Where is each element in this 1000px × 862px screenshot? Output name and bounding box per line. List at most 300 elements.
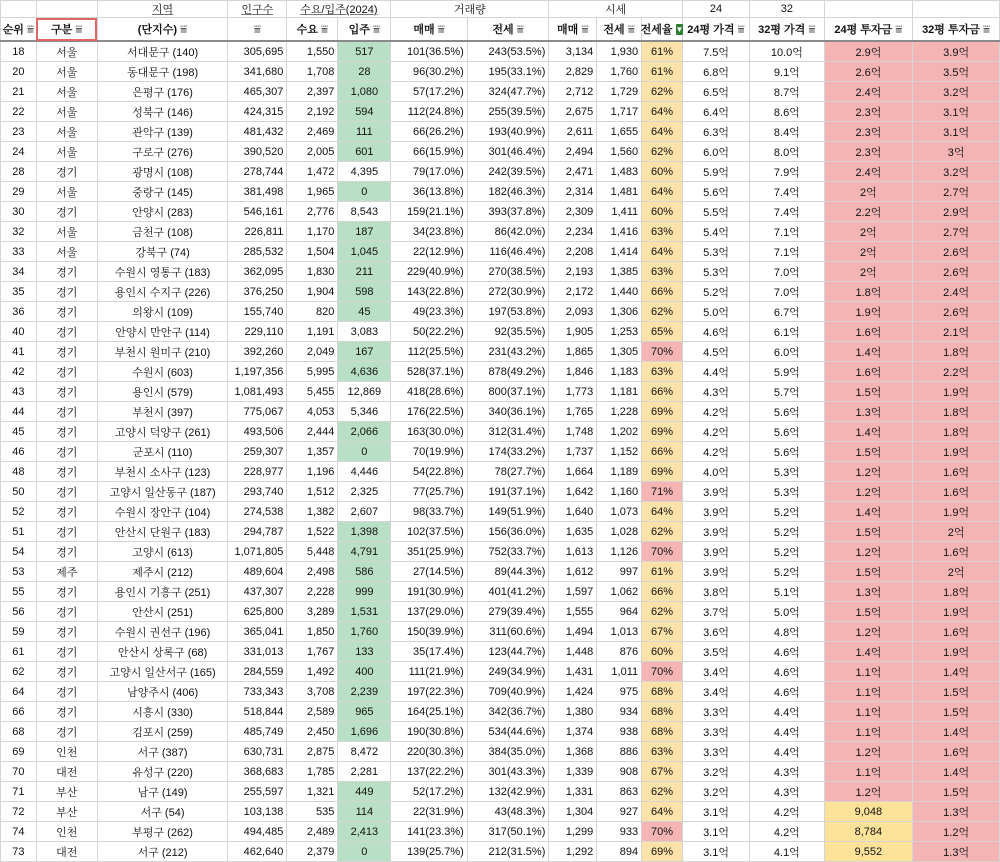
header-supply[interactable]: 입주 ⩸ xyxy=(338,18,391,42)
header-rank[interactable]: 순위 ⩸ xyxy=(1,18,37,42)
price32-cell[interactable]: 7.4억 xyxy=(750,202,824,222)
invest32-cell[interactable]: 1.6억 xyxy=(913,742,1000,762)
price32-cell[interactable]: 7.4억 xyxy=(750,182,824,202)
price32-cell[interactable]: 5.9억 xyxy=(750,362,824,382)
demand-cell[interactable]: 5,448 xyxy=(287,542,338,562)
category-cell[interactable]: 경기 xyxy=(36,262,97,282)
price24-cell[interactable]: 5.6억 xyxy=(682,182,749,202)
population-cell[interactable]: 424,315 xyxy=(228,102,287,122)
jeonse-volume-cell[interactable]: 342(36.7%) xyxy=(467,702,549,722)
sale-volume-cell[interactable]: 190(30.8%) xyxy=(391,722,467,742)
category-cell[interactable]: 서울 xyxy=(36,122,97,142)
category-cell[interactable]: 경기 xyxy=(36,202,97,222)
invest24-cell[interactable]: 1.5억 xyxy=(824,382,913,402)
header-jeonse-volume[interactable]: 전세 ⩸ xyxy=(467,18,549,42)
price-sale-cell[interactable]: 1,494 xyxy=(549,622,597,642)
supply-cell[interactable]: 1,696 xyxy=(338,722,391,742)
price-sale-cell[interactable]: 2,208 xyxy=(549,242,597,262)
invest32-cell[interactable]: 2억 xyxy=(913,562,1000,582)
price-jeonse-cell[interactable]: 997 xyxy=(597,562,642,582)
invest32-cell[interactable]: 3.2억 xyxy=(913,82,1000,102)
invest24-cell[interactable]: 1.2억 xyxy=(824,482,913,502)
invest24-cell[interactable]: 1.4억 xyxy=(824,422,913,442)
sale-volume-cell[interactable]: 139(25.7%) xyxy=(391,842,467,862)
jeonse-ratio-cell[interactable]: 63% xyxy=(642,742,683,762)
filter-dropdown-icon[interactable]: ⩸ xyxy=(581,22,589,36)
rank-cell[interactable]: 28 xyxy=(1,162,37,182)
demand-cell[interactable]: 2,489 xyxy=(287,822,338,842)
invest32-cell[interactable]: 1.4억 xyxy=(913,722,1000,742)
demand-cell[interactable]: 2,589 xyxy=(287,702,338,722)
region-cell[interactable]: 부천시 원미구 (210) xyxy=(97,342,227,362)
supply-cell[interactable]: 4,446 xyxy=(338,462,391,482)
demand-cell[interactable]: 1,904 xyxy=(287,282,338,302)
category-cell[interactable]: 서울 xyxy=(36,62,97,82)
category-cell[interactable]: 경기 xyxy=(36,322,97,342)
demand-cell[interactable]: 2,049 xyxy=(287,342,338,362)
invest32-cell[interactable]: 2.9억 xyxy=(913,202,1000,222)
population-cell[interactable]: 103,138 xyxy=(228,802,287,822)
price-sale-cell[interactable]: 1,374 xyxy=(549,722,597,742)
filter-dropdown-icon[interactable]: ⩸ xyxy=(516,22,524,36)
price24-cell[interactable]: 4.2억 xyxy=(682,422,749,442)
filter-dropdown-icon[interactable]: ⩸ xyxy=(320,22,329,36)
jeonse-ratio-cell[interactable]: 63% xyxy=(642,262,683,282)
price32-cell[interactable]: 6.0억 xyxy=(750,342,824,362)
demand-cell[interactable]: 2,469 xyxy=(287,122,338,142)
jeonse-volume-cell[interactable]: 193(40.9%) xyxy=(467,122,549,142)
price-sale-cell[interactable]: 1,597 xyxy=(549,582,597,602)
price-sale-cell[interactable]: 2,193 xyxy=(549,262,597,282)
population-cell[interactable]: 229,110 xyxy=(228,322,287,342)
header-price-sale[interactable]: 매매 ⩸ xyxy=(549,18,597,42)
region-cell[interactable]: 김포시 (259) xyxy=(97,722,227,742)
jeonse-volume-cell[interactable]: 878(49.2%) xyxy=(467,362,549,382)
sale-volume-cell[interactable]: 528(37.1%) xyxy=(391,362,467,382)
invest32-cell[interactable]: 1.9억 xyxy=(913,442,1000,462)
supply-cell[interactable]: 2,413 xyxy=(338,822,391,842)
supply-cell[interactable]: 999 xyxy=(338,582,391,602)
demand-cell[interactable]: 3,289 xyxy=(287,602,338,622)
population-cell[interactable]: 518,844 xyxy=(228,702,287,722)
region-cell[interactable]: 구로구 (276) xyxy=(97,142,227,162)
price-jeonse-cell[interactable]: 1,228 xyxy=(597,402,642,422)
supply-cell[interactable]: 8,543 xyxy=(338,202,391,222)
population-cell[interactable]: 1,081,493 xyxy=(228,382,287,402)
jeonse-volume-cell[interactable]: 92(35.5%) xyxy=(467,322,549,342)
invest32-cell[interactable]: 2.1억 xyxy=(913,322,1000,342)
sale-volume-cell[interactable]: 36(13.8%) xyxy=(391,182,467,202)
category-cell[interactable]: 경기 xyxy=(36,462,97,482)
population-cell[interactable]: 274,538 xyxy=(228,502,287,522)
price24-cell[interactable]: 3.6억 xyxy=(682,622,749,642)
population-cell[interactable]: 462,640 xyxy=(228,842,287,862)
demand-cell[interactable]: 535 xyxy=(287,802,338,822)
invest24-cell[interactable]: 1.8억 xyxy=(824,282,913,302)
invest32-cell[interactable]: 1.5억 xyxy=(913,782,1000,802)
sale-volume-cell[interactable]: 418(28.6%) xyxy=(391,382,467,402)
demand-cell[interactable]: 1,191 xyxy=(287,322,338,342)
price-sale-cell[interactable]: 2,611 xyxy=(549,122,597,142)
rank-cell[interactable]: 29 xyxy=(1,182,37,202)
price32-cell[interactable]: 5.0억 xyxy=(750,602,824,622)
invest32-cell[interactable]: 1.5억 xyxy=(913,682,1000,702)
jeonse-ratio-cell[interactable]: 67% xyxy=(642,762,683,782)
category-cell[interactable]: 경기 xyxy=(36,422,97,442)
invest24-cell[interactable]: 1.1억 xyxy=(824,682,913,702)
price24-cell[interactable]: 3.9억 xyxy=(682,482,749,502)
invest24-cell[interactable]: 1.6억 xyxy=(824,362,913,382)
region-cell[interactable]: 관악구 (139) xyxy=(97,122,227,142)
population-cell[interactable]: 259,307 xyxy=(228,442,287,462)
demand-cell[interactable]: 1,196 xyxy=(287,462,338,482)
price-sale-cell[interactable]: 1,865 xyxy=(549,342,597,362)
price-sale-cell[interactable]: 2,712 xyxy=(549,82,597,102)
price-jeonse-cell[interactable]: 1,560 xyxy=(597,142,642,162)
supply-cell[interactable]: 1,080 xyxy=(338,82,391,102)
region-cell[interactable]: 광명시 (108) xyxy=(97,162,227,182)
filter-dropdown-icon[interactable]: ⩸ xyxy=(372,22,381,36)
jeonse-ratio-cell[interactable]: 60% xyxy=(642,162,683,182)
category-cell[interactable]: 서울 xyxy=(36,142,97,162)
invest24-cell[interactable]: 1.9억 xyxy=(824,302,913,322)
region-cell[interactable]: 수원시 권선구 (196) xyxy=(97,622,227,642)
demand-cell[interactable]: 1,767 xyxy=(287,642,338,662)
sale-volume-cell[interactable]: 66(26.2%) xyxy=(391,122,467,142)
price24-cell[interactable]: 5.3억 xyxy=(682,262,749,282)
price32-cell[interactable]: 4.6억 xyxy=(750,642,824,662)
header-complex-count[interactable]: (단지수) ⩸ xyxy=(97,18,227,42)
rank-cell[interactable]: 72 xyxy=(1,802,37,822)
jeonse-ratio-cell[interactable]: 64% xyxy=(642,182,683,202)
jeonse-ratio-cell[interactable]: 64% xyxy=(642,242,683,262)
invest32-cell[interactable]: 1.8억 xyxy=(913,422,1000,442)
sale-volume-cell[interactable]: 35(17.4%) xyxy=(391,642,467,662)
sale-volume-cell[interactable]: 52(17.2%) xyxy=(391,782,467,802)
jeonse-volume-cell[interactable]: 86(42.0%) xyxy=(467,222,549,242)
filter-dropdown-icon[interactable]: ⩸ xyxy=(627,22,635,36)
region-cell[interactable]: 남구 (149) xyxy=(97,782,227,802)
jeonse-ratio-cell[interactable]: 60% xyxy=(642,202,683,222)
filter-dropdown-icon[interactable]: ⩸ xyxy=(26,22,35,36)
region-cell[interactable]: 안양시 만안구 (114) xyxy=(97,322,227,342)
price-jeonse-cell[interactable]: 1,189 xyxy=(597,462,642,482)
population-cell[interactable]: 485,749 xyxy=(228,722,287,742)
price24-cell[interactable]: 6.5억 xyxy=(682,82,749,102)
price32-cell[interactable]: 9.1억 xyxy=(750,62,824,82)
price32-cell[interactable]: 8.4억 xyxy=(750,122,824,142)
invest32-cell[interactable]: 3.2억 xyxy=(913,162,1000,182)
jeonse-volume-cell[interactable]: 116(46.4%) xyxy=(467,242,549,262)
jeonse-volume-cell[interactable]: 182(46.3%) xyxy=(467,182,549,202)
supply-cell[interactable]: 594 xyxy=(338,102,391,122)
rank-cell[interactable]: 55 xyxy=(1,582,37,602)
rank-cell[interactable]: 50 xyxy=(1,482,37,502)
supply-cell[interactable]: 187 xyxy=(338,222,391,242)
category-cell[interactable]: 경기 xyxy=(36,162,97,182)
rank-cell[interactable]: 69 xyxy=(1,742,37,762)
category-cell[interactable]: 경기 xyxy=(36,702,97,722)
category-cell[interactable]: 서울 xyxy=(36,242,97,262)
invest24-cell[interactable]: 1.3억 xyxy=(824,402,913,422)
sale-volume-cell[interactable]: 137(29.0%) xyxy=(391,602,467,622)
price-jeonse-cell[interactable]: 908 xyxy=(597,762,642,782)
invest24-cell[interactable]: 1.1억 xyxy=(824,722,913,742)
price32-cell[interactable]: 5.2억 xyxy=(750,562,824,582)
region-cell[interactable]: 서구 (54) xyxy=(97,802,227,822)
population-cell[interactable]: 630,731 xyxy=(228,742,287,762)
price-jeonse-cell[interactable]: 886 xyxy=(597,742,642,762)
price-sale-cell[interactable]: 3,134 xyxy=(549,41,597,62)
rank-cell[interactable]: 71 xyxy=(1,782,37,802)
region-cell[interactable]: 서구 (212) xyxy=(97,842,227,862)
price32-cell[interactable]: 4.4억 xyxy=(750,742,824,762)
price-jeonse-cell[interactable]: 1,160 xyxy=(597,482,642,502)
invest32-cell[interactable]: 1.4억 xyxy=(913,662,1000,682)
jeonse-ratio-cell[interactable]: 62% xyxy=(642,602,683,622)
jeonse-volume-cell[interactable]: 324(47.7%) xyxy=(467,82,549,102)
region-cell[interactable]: 강북구 (74) xyxy=(97,242,227,262)
price-sale-cell[interactable]: 2,675 xyxy=(549,102,597,122)
invest24-cell[interactable]: 2억 xyxy=(824,182,913,202)
supply-cell[interactable]: 449 xyxy=(338,782,391,802)
invest32-cell[interactable]: 1.8억 xyxy=(913,342,1000,362)
invest24-cell[interactable]: 2억 xyxy=(824,242,913,262)
demand-cell[interactable]: 1,170 xyxy=(287,222,338,242)
price-sale-cell[interactable]: 1,737 xyxy=(549,442,597,462)
price32-cell[interactable]: 6.7억 xyxy=(750,302,824,322)
invest32-cell[interactable]: 1.9억 xyxy=(913,502,1000,522)
region-cell[interactable]: 고양시 (613) xyxy=(97,542,227,562)
price-jeonse-cell[interactable]: 1,253 xyxy=(597,322,642,342)
supply-cell[interactable]: 0 xyxy=(338,182,391,202)
jeonse-ratio-cell[interactable]: 69% xyxy=(642,402,683,422)
population-cell[interactable]: 255,597 xyxy=(228,782,287,802)
price24-cell[interactable]: 4.6억 xyxy=(682,322,749,342)
price24-cell[interactable]: 3.9억 xyxy=(682,502,749,522)
population-cell[interactable]: 775,067 xyxy=(228,402,287,422)
header-invest24[interactable]: 24평 투자금 ⩸ xyxy=(824,18,913,42)
region-cell[interactable]: 은평구 (176) xyxy=(97,82,227,102)
price24-cell[interactable]: 4.2억 xyxy=(682,442,749,462)
price32-cell[interactable]: 5.2억 xyxy=(750,502,824,522)
invest24-cell[interactable]: 1.2억 xyxy=(824,742,913,762)
invest32-cell[interactable]: 1.4억 xyxy=(913,762,1000,782)
rank-cell[interactable]: 61 xyxy=(1,642,37,662)
jeonse-ratio-cell[interactable]: 66% xyxy=(642,382,683,402)
population-cell[interactable]: 489,604 xyxy=(228,562,287,582)
invest32-cell[interactable]: 2.2억 xyxy=(913,362,1000,382)
category-cell[interactable]: 경기 xyxy=(36,302,97,322)
demand-cell[interactable]: 4,053 xyxy=(287,402,338,422)
price-jeonse-cell[interactable]: 1,062 xyxy=(597,582,642,602)
sale-volume-cell[interactable]: 112(25.5%) xyxy=(391,342,467,362)
price-jeonse-cell[interactable]: 863 xyxy=(597,782,642,802)
invest32-cell[interactable]: 1.3억 xyxy=(913,802,1000,822)
header-price-jeonse[interactable]: 전세 ⩸ xyxy=(597,18,642,42)
price-jeonse-cell[interactable]: 934 xyxy=(597,702,642,722)
price32-cell[interactable]: 5.6억 xyxy=(750,422,824,442)
sale-volume-cell[interactable]: 111(21.9%) xyxy=(391,662,467,682)
rank-cell[interactable]: 68 xyxy=(1,722,37,742)
jeonse-ratio-cell[interactable]: 64% xyxy=(642,122,683,142)
price32-cell[interactable]: 4.2억 xyxy=(750,802,824,822)
sale-volume-cell[interactable]: 50(22.2%) xyxy=(391,322,467,342)
jeonse-ratio-cell[interactable]: 68% xyxy=(642,722,683,742)
jeonse-ratio-cell[interactable]: 70% xyxy=(642,342,683,362)
price24-cell[interactable]: 4.0억 xyxy=(682,462,749,482)
category-cell[interactable]: 경기 xyxy=(36,502,97,522)
filter-dropdown-icon[interactable]: ⩸ xyxy=(895,22,903,36)
region-cell[interactable]: 제주시 (212) xyxy=(97,562,227,582)
supply-cell[interactable]: 1,760 xyxy=(338,622,391,642)
jeonse-volume-cell[interactable]: 317(50.1%) xyxy=(467,822,549,842)
size32-header[interactable]: 32 xyxy=(750,1,824,18)
price-jeonse-cell[interactable]: 1,028 xyxy=(597,522,642,542)
jeonse-volume-cell[interactable]: 255(39.5%) xyxy=(467,102,549,122)
population-cell[interactable]: 331,013 xyxy=(228,642,287,662)
price-jeonse-cell[interactable]: 964 xyxy=(597,602,642,622)
sale-volume-cell[interactable]: 57(17.2%) xyxy=(391,82,467,102)
demand-cell[interactable]: 2,776 xyxy=(287,202,338,222)
demand-cell[interactable]: 1,504 xyxy=(287,242,338,262)
invest32-cell[interactable]: 2.6억 xyxy=(913,262,1000,282)
population-cell[interactable]: 494,485 xyxy=(228,822,287,842)
supply-cell[interactable]: 0 xyxy=(338,442,391,462)
demand-cell[interactable]: 1,472 xyxy=(287,162,338,182)
sale-volume-cell[interactable]: 159(21.1%) xyxy=(391,202,467,222)
jeonse-ratio-cell[interactable]: 67% xyxy=(642,622,683,642)
jeonse-ratio-cell[interactable]: 62% xyxy=(642,142,683,162)
jeonse-ratio-cell[interactable]: 62% xyxy=(642,302,683,322)
price-sale-cell[interactable]: 1,368 xyxy=(549,742,597,762)
rank-cell[interactable]: 41 xyxy=(1,342,37,362)
supply-cell[interactable]: 114 xyxy=(338,802,391,822)
invest24-cell[interactable]: 1.5억 xyxy=(824,522,913,542)
demand-cell[interactable]: 1,830 xyxy=(287,262,338,282)
price-jeonse-cell[interactable]: 1,385 xyxy=(597,262,642,282)
sale-volume-cell[interactable]: 220(30.3%) xyxy=(391,742,467,762)
invest24-cell[interactable]: 2억 xyxy=(824,262,913,282)
jeonse-ratio-cell[interactable]: 61% xyxy=(642,62,683,82)
jeonse-volume-cell[interactable]: 311(60.6%) xyxy=(467,622,549,642)
rank-cell[interactable]: 33 xyxy=(1,242,37,262)
sale-volume-cell[interactable]: 34(23.8%) xyxy=(391,222,467,242)
supply-cell[interactable]: 211 xyxy=(338,262,391,282)
supply-cell[interactable]: 2,281 xyxy=(338,762,391,782)
price-sale-cell[interactable]: 1,339 xyxy=(549,762,597,782)
jeonse-ratio-cell[interactable]: 66% xyxy=(642,442,683,462)
invest24-cell[interactable]: 2.3억 xyxy=(824,102,913,122)
supply-cell[interactable]: 4,791 xyxy=(338,542,391,562)
price-jeonse-cell[interactable]: 1,717 xyxy=(597,102,642,122)
category-cell[interactable]: 부산 xyxy=(36,782,97,802)
category-cell[interactable]: 경기 xyxy=(36,442,97,462)
price-jeonse-cell[interactable]: 1,073 xyxy=(597,502,642,522)
price24-cell[interactable]: 5.0억 xyxy=(682,302,749,322)
jeonse-ratio-cell[interactable]: 68% xyxy=(642,702,683,722)
region-cell[interactable]: 유성구 (220) xyxy=(97,762,227,782)
population-cell[interactable]: 365,041 xyxy=(228,622,287,642)
jeonse-ratio-cell[interactable]: 68% xyxy=(642,682,683,702)
population-cell[interactable]: 368,683 xyxy=(228,762,287,782)
category-cell[interactable]: 경기 xyxy=(36,522,97,542)
sale-volume-cell[interactable]: 150(39.9%) xyxy=(391,622,467,642)
region-cell[interactable]: 수원시 영통구 (183) xyxy=(97,262,227,282)
invest24-cell[interactable]: 9,048 xyxy=(824,802,913,822)
price-sale-cell[interactable]: 1,635 xyxy=(549,522,597,542)
supply-cell[interactable]: 1,045 xyxy=(338,242,391,262)
price-jeonse-cell[interactable]: 1,483 xyxy=(597,162,642,182)
price24-cell[interactable]: 3.3억 xyxy=(682,702,749,722)
demand-cell[interactable]: 5,995 xyxy=(287,362,338,382)
price32-cell[interactable]: 6.1억 xyxy=(750,322,824,342)
price-sale-cell[interactable]: 1,380 xyxy=(549,702,597,722)
price-sale-cell[interactable]: 1,555 xyxy=(549,602,597,622)
jeonse-volume-cell[interactable]: 43(48.3%) xyxy=(467,802,549,822)
price-jeonse-cell[interactable]: 894 xyxy=(597,842,642,862)
jeonse-volume-cell[interactable]: 89(44.3%) xyxy=(467,562,549,582)
supply-cell[interactable]: 2,239 xyxy=(338,682,391,702)
supply-cell[interactable]: 45 xyxy=(338,302,391,322)
supply-cell[interactable]: 28 xyxy=(338,62,391,82)
header-invest32[interactable]: 32평 투자금 ⩸ xyxy=(913,18,1000,42)
population-cell[interactable]: 285,532 xyxy=(228,242,287,262)
price-jeonse-cell[interactable]: 876 xyxy=(597,642,642,662)
demand-cell[interactable]: 2,005 xyxy=(287,142,338,162)
supply-cell[interactable]: 3,083 xyxy=(338,322,391,342)
invest24-cell[interactable]: 1.2억 xyxy=(824,462,913,482)
price-sale-cell[interactable]: 2,309 xyxy=(549,202,597,222)
supply-cell[interactable]: 601 xyxy=(338,142,391,162)
invest24-cell[interactable]: 2.2억 xyxy=(824,202,913,222)
price-sale-cell[interactable]: 1,299 xyxy=(549,822,597,842)
sale-volume-cell[interactable]: 66(15.9%) xyxy=(391,142,467,162)
category-cell[interactable]: 경기 xyxy=(36,602,97,622)
jeonse-volume-cell[interactable]: 384(35.0%) xyxy=(467,742,549,762)
price32-cell[interactable]: 7.1억 xyxy=(750,242,824,262)
price-sale-cell[interactable]: 1,642 xyxy=(549,482,597,502)
price-jeonse-cell[interactable]: 938 xyxy=(597,722,642,742)
invest32-cell[interactable]: 1.6억 xyxy=(913,482,1000,502)
invest32-cell[interactable]: 3.1억 xyxy=(913,102,1000,122)
price24-cell[interactable]: 4.5억 xyxy=(682,342,749,362)
sale-volume-cell[interactable]: 70(19.9%) xyxy=(391,442,467,462)
category-cell[interactable]: 대전 xyxy=(36,842,97,862)
rank-cell[interactable]: 32 xyxy=(1,222,37,242)
jeonse-ratio-cell[interactable]: 63% xyxy=(642,222,683,242)
demand-supply-group-header[interactable]: 수요/입주(2024) xyxy=(287,1,391,18)
region-cell[interactable]: 안산시 (251) xyxy=(97,602,227,622)
filter-dropdown-icon[interactable]: ⩸ xyxy=(737,22,745,36)
rank-cell[interactable]: 62 xyxy=(1,662,37,682)
jeonse-volume-cell[interactable]: 174(33.2%) xyxy=(467,442,549,462)
population-cell[interactable]: 305,695 xyxy=(228,41,287,62)
filter-dropdown-icon[interactable]: ⩸ xyxy=(982,22,991,36)
jeonse-ratio-cell[interactable]: 62% xyxy=(642,782,683,802)
rank-cell[interactable]: 74 xyxy=(1,822,37,842)
price-sale-cell[interactable]: 2,494 xyxy=(549,142,597,162)
demand-cell[interactable]: 2,875 xyxy=(287,742,338,762)
category-cell[interactable]: 서울 xyxy=(36,82,97,102)
supply-cell[interactable]: 517 xyxy=(338,41,391,62)
price-sale-cell[interactable]: 1,905 xyxy=(549,322,597,342)
invest24-cell[interactable]: 2.4억 xyxy=(824,162,913,182)
sale-volume-cell[interactable]: 351(25.9%) xyxy=(391,542,467,562)
price-jeonse-cell[interactable]: 933 xyxy=(597,822,642,842)
supply-cell[interactable]: 133 xyxy=(338,642,391,662)
jeonse-ratio-cell[interactable]: 66% xyxy=(642,582,683,602)
